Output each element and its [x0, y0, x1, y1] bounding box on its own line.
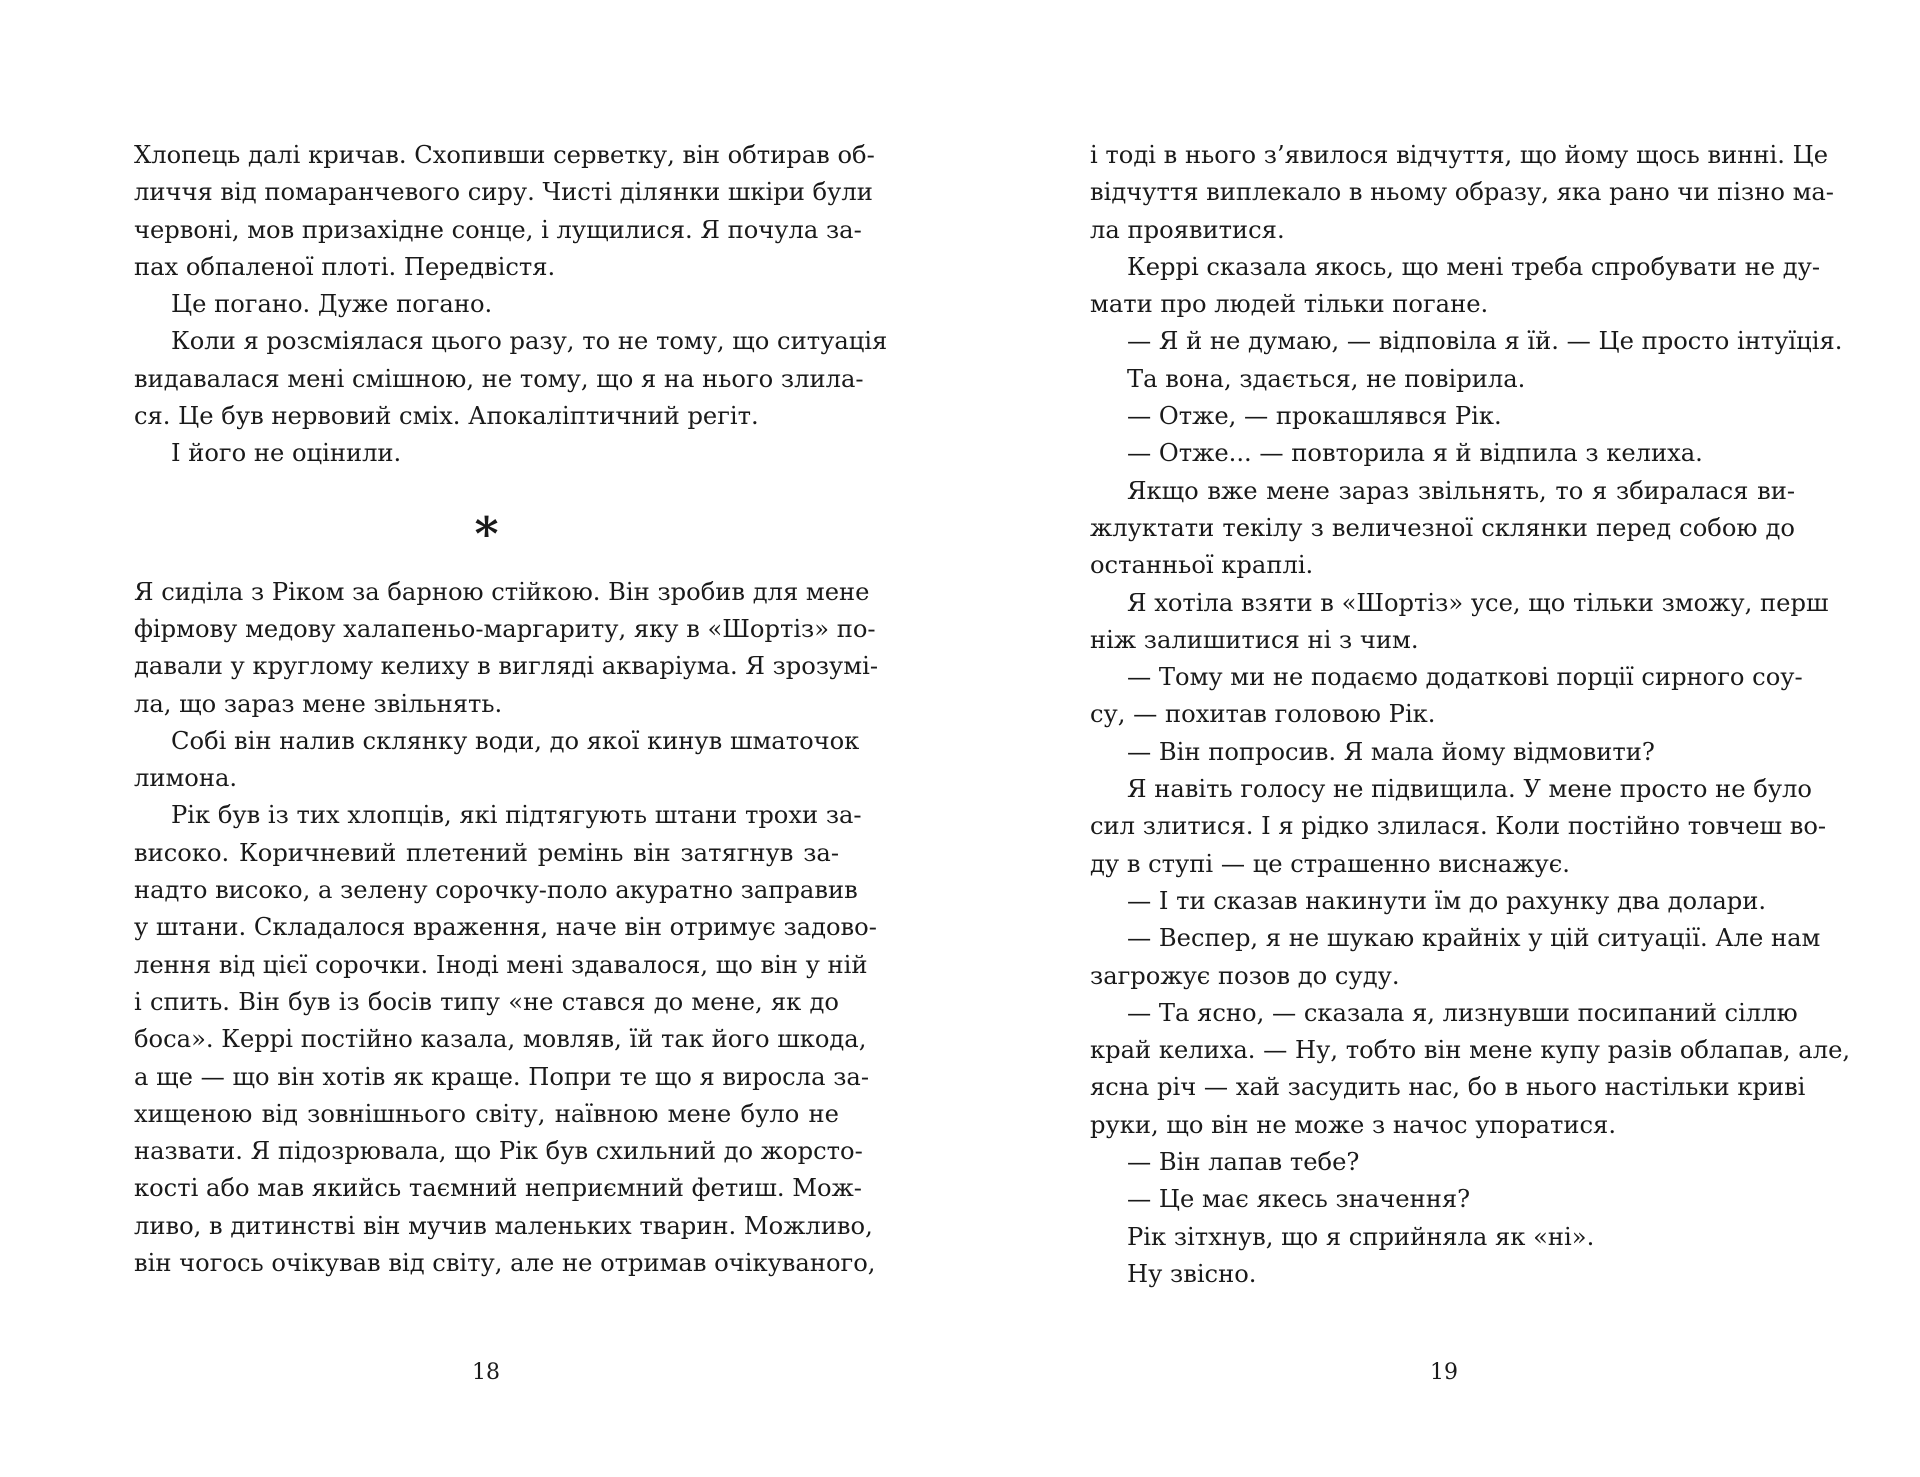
text-line: — Та ясно, — сказала я, лизнувши посипаний сіллю	[1127, 998, 1798, 1027]
text-line: у штани. Складалося враження, наче він отримує задово-	[134, 913, 877, 942]
text-line: і спить. Він був із босів типу «не стався до мене, як до	[134, 987, 839, 1016]
text-line: — І ти сказав накинути їм до рахунку два долари.	[1127, 886, 1767, 915]
text-line: останньої краплі.	[1090, 551, 1314, 580]
text-line: Та вона, здається, не повірила.	[1127, 364, 1526, 393]
text-line: а ще — що він хотів як краще. Попри те що я виросла за-	[134, 1062, 869, 1091]
text-line: назвати. Я підозрювала, що Рік був схильний до жорсто-	[134, 1137, 863, 1166]
text-line: су, — похитав головою Рік.	[1090, 700, 1436, 729]
text-line: ся. Це був нервовий сміх. Апокаліптичний регіт.	[134, 402, 759, 431]
text-line: ла проявитися.	[1090, 215, 1285, 244]
text-line: ла, що зараз мене звільнять.	[134, 689, 503, 718]
text-line: відчуття виплекало в ньому образу, яка рано чи пізно ма-	[1090, 178, 1834, 207]
text-line: ясна річ — хай засудить нас, бо в нього настільки криві	[1090, 1073, 1806, 1102]
text-line: Коли я розсміялася цього разу, то не тому, що ситуація	[171, 327, 888, 356]
page-number-right: 19	[1430, 1360, 1458, 1385]
text-line: лення від цієї сорочки. Іноді мені здавалося, що він у ній	[134, 950, 868, 979]
text-line: ду в ступі — це страшенно виснажує.	[1090, 849, 1570, 878]
text-line: боса». Керрі постійно казала, мовляв, їй так його шкода,	[134, 1025, 867, 1054]
text-line: кості або мав якийсь таємний неприємний фетиш. Мож-	[134, 1174, 862, 1203]
text-line: — Отже... — повторила я й відпила з келиха.	[1127, 439, 1703, 468]
text-line: Ну звісно.	[1127, 1259, 1257, 1288]
text-line: мати про людей тільки погане.	[1090, 290, 1489, 319]
text-line: — Це має якесь значення?	[1127, 1185, 1471, 1214]
section-separator: *	[474, 506, 499, 561]
text-line: Хлопець далі кричав. Схопивши серветку, він обтирав об-	[134, 141, 875, 169]
text-line: Це погано. Дуже погано.	[171, 290, 493, 319]
text-line: ніж залишитися ні з чим.	[1090, 625, 1419, 654]
text-line: — Я й не думаю, — відповіла я їй. — Це просто інтуїція.	[1127, 327, 1843, 356]
text-line: фірмову медову халапеньо-маргариту, яку в «Шортіз» по-	[134, 614, 876, 643]
left-section-1	[134, 137, 888, 473]
text-line: хищеною від зовнішнього світу, наївною мене було не	[134, 1099, 839, 1128]
text-line: І його не оцінили.	[171, 439, 402, 468]
right-lines	[1090, 137, 1851, 1293]
text-line: пах обпаленої плоті. Передвістя.	[134, 252, 556, 281]
left-section-2	[134, 574, 878, 1283]
left-page-text	[134, 137, 888, 1282]
text-line: Рік зітхнув, що я сприйняла як «ні».	[1127, 1222, 1595, 1251]
text-line: загрожує позов до суду.	[1090, 961, 1400, 990]
text-line: Я навіть голосу не підвищила. У мене просто не було	[1127, 775, 1812, 804]
text-line: Собі він налив склянку води, до якої кинув шматочок	[171, 726, 860, 755]
right-page	[960, 0, 1920, 1477]
text-line: давали у круглому келиху в вигляді акваріума. Я зрозумі-	[134, 652, 878, 681]
text-line: і тоді в нього з’явилося відчуття, що йому щось винні. Це	[1090, 141, 1829, 169]
text-line: надто високо, а зелену сорочку-поло акуратно заправив	[134, 876, 858, 905]
page-number-left: 18	[472, 1360, 500, 1385]
text-line: личчя від помаранчевого сиру. Чисті ділянки шкіри були	[134, 178, 873, 207]
text-line: — Тому ми не подаємо додаткові порції сирного соу-	[1127, 663, 1803, 692]
text-line: Рік був із тих хлопців, які підтягують штани трохи за-	[171, 801, 862, 830]
text-line: Керрі сказала якось, що мені треба спробувати не ду-	[1127, 252, 1821, 281]
text-line: жлуктати текілу з величезної склянки перед собою до	[1090, 513, 1795, 542]
text-line: — Веспер, я не шукаю крайніх у цій ситуації. Але нам	[1127, 924, 1821, 953]
text-line: червоні, мов призахідне сонце, і лущилися. Я почула за-	[134, 215, 862, 244]
text-line: ливо, в дитинстві він мучив маленьких тварин. Можливо,	[134, 1211, 873, 1240]
text-line: Я хотіла взяти в «Шортіз» усе, що тільки зможу, перш	[1127, 588, 1829, 617]
text-line: лимона.	[134, 764, 238, 793]
text-line: Якщо вже мене зараз звільнять, то я збиралася ви-	[1127, 476, 1795, 505]
text-line: сил злитися. І я рідко злилася. Коли постійно товчеш во-	[1090, 812, 1827, 841]
text-line: він чогось очікував від світу, але не отримав очікуваного,	[134, 1249, 876, 1278]
text-line: руки, що він не може з начос упоратися.	[1090, 1110, 1617, 1139]
right-page-text	[1090, 137, 1851, 1293]
text-line: Я сиділа з Ріком за барною стійкою. Він зробив для мене	[134, 577, 870, 606]
text-line: — Він попросив. Я мала йому відмовити?	[1127, 737, 1655, 766]
text-line: край келиха. — Ну, тобто він мене купу разів облапав, але,	[1090, 1036, 1851, 1065]
text-line: — Отже, — прокашлявся Рік.	[1127, 402, 1502, 431]
text-line: високо. Коричневий плетений ремінь він затягнув за-	[134, 838, 839, 867]
text-line: — Він лапав тебе?	[1127, 1148, 1360, 1177]
text-line: видавалася мені смішною, не тому, що я на нього злила-	[134, 364, 864, 393]
